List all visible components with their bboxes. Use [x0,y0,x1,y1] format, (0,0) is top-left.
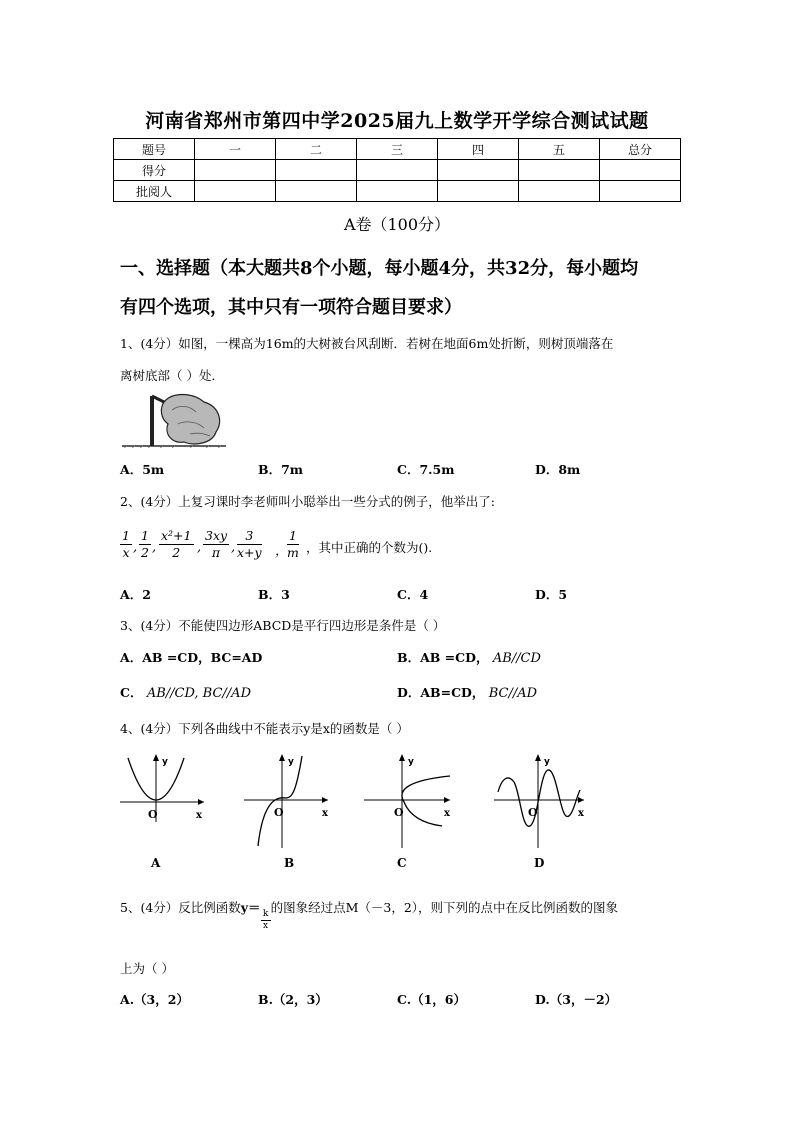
table-cell [438,160,519,181]
q3-option-d [397,683,537,701]
q3-option-a: A．AB =CD，BC=AD [120,650,263,665]
graph-y-label: y [408,757,414,767]
q2-fraction [139,528,151,561]
q1-option-c: C．7.5m [397,462,455,477]
fraction-numerator: x²+1 [161,528,192,543]
broken-tree-figure [120,390,230,450]
q2-option-c: C．4 [397,587,429,602]
table-cell [519,181,600,202]
q5-option-d: D.（3，－2） [535,992,618,1007]
graph-y-label: y [544,757,550,767]
q2-text-tail: ，其中正确的个数为(). [306,540,433,555]
q2-fraction [287,528,299,561]
graph-origin-label: O [394,806,404,819]
q5-fraction [261,909,271,932]
table-cell: 一 [195,139,276,160]
q1-text-line1: 1、(4分）如图，一棵高为16m的大树被台风刮断．若树在地面6m处折断，则树顶端落在 [120,336,614,351]
q3-option-b [397,648,541,666]
graph-x-label: x [196,810,202,821]
q2-fraction [237,528,262,561]
q1-option-a: A．5m [120,462,165,477]
fraction-denominator: x+y [237,545,262,560]
q2-fraction [120,528,132,561]
fraction-denominator: m [287,545,299,560]
q3-text-line1: 3、(4分）不能使四边形ABCD是平行四边形是条件是（ ） [120,618,446,633]
score-table-header-row [114,139,681,160]
table-cell [600,181,681,202]
graph-c-sideways-parabola [362,752,458,852]
graph-x-label: x [322,808,328,819]
q5-text-line2: 上为（ ） [120,961,174,976]
q3-option-b-label: B．AB =CD， [397,650,489,665]
q2-fraction [159,528,194,561]
table-row [114,181,681,202]
fraction-denominator: x [263,921,269,931]
table-cell: 批阅人 [114,181,195,202]
fraction-separator: , [152,540,157,555]
table-cell: 三 [357,139,438,160]
fraction-separator: , [133,540,138,555]
table-cell: 得分 [114,160,195,181]
fraction-separator: , [231,540,236,555]
graph-a-label: A [151,856,161,870]
q2-option-a: A．2 [120,587,151,602]
graph-x-label: x [578,808,584,819]
table-cell: 五 [519,139,600,160]
page-title: 河南省郑州市第四中学2025届九上数学开学综合测试试题 [145,110,649,132]
q3-option-c-label: C． [120,685,143,700]
graph-a-parabola [118,752,210,824]
q2-option-d: D．5 [535,587,568,602]
fraction-numerator: k [261,909,271,921]
fraction-denominator: π [211,545,221,560]
fraction-separator: ， [275,544,289,559]
graph-y-label: y [162,757,168,767]
q5-text-pre: 5、(4分）反比例函数 [120,900,241,915]
table-cell [195,160,276,181]
section-a-title: A卷（100分） [343,215,451,234]
fraction-numerator: 1 [122,528,130,543]
q5-text-line1 [120,898,618,932]
q3-option-b-math: AB//CD [492,651,541,666]
graph-origin-label: O [274,806,284,819]
q5-option-c: C.（1，6） [397,992,466,1007]
q3-option-d-math: BC//AD [488,686,538,701]
q1-option-d: D．8m [535,462,581,477]
q2-option-b: B．3 [258,587,290,602]
fraction-numerator: 1 [141,528,149,543]
q2-text-line1: 2、(4分）上复习课时李老师叫小聪举出一些分式的例子，他举出了: [120,494,495,509]
table-cell [276,181,357,202]
q5-option-a: A.（3，2） [120,992,189,1007]
graph-y-label: y [288,757,294,767]
table-cell: 题号 [114,139,195,160]
fraction-numerator: 3 [237,528,262,545]
q1-option-b: B．7m [258,462,303,477]
table-cell: 总分 [600,139,681,160]
q5-text-post: 的图象经过点M（－3，2），则下列的点中在反比例函数的图象 [270,900,619,915]
table-cell [438,181,519,202]
fraction-numerator: 3xy [205,528,228,543]
fraction-numerator: 1 [289,528,297,543]
q3-option-c-math: AB//CD, BC//AD [146,686,251,701]
q1-text-line2: 离树底部（ ）处． [120,368,224,383]
table-cell [195,181,276,202]
table-cell: 二 [276,139,357,160]
q5-option-b: B.（2，3） [258,992,328,1007]
fraction-denominator: 2 [141,545,149,560]
graph-b-label: B [284,856,295,870]
q3-option-d-label: D．AB=CD， [397,685,485,700]
table-cell: 四 [438,139,519,160]
part1-heading-line2: 有四个选项，其中只有一项符合题目要求） [120,297,462,318]
q3-option-c [120,683,251,701]
table-cell [519,160,600,181]
q5-equation: y＝ [240,900,261,915]
table-cell [600,160,681,181]
part1-heading-line1: 一、选择题（本大题共8个小题，每小题4分，共32分，每小题均 [120,258,639,279]
graph-b-cubic [242,752,334,852]
fraction-denominator: 2 [172,545,181,560]
table-cell [357,181,438,202]
table-cell [276,160,357,181]
graph-origin-label: O [148,808,158,821]
q4-text-line1: 4、(4分）下列各曲线中不能表示y是x的函数是（ ） [120,721,409,736]
table-cell [357,160,438,181]
table-row [114,160,681,181]
q2-fraction [203,528,229,561]
graph-d-wave [492,752,592,852]
graph-origin-label: O [528,806,538,819]
fraction-denominator: x [122,545,130,560]
score-table [113,138,681,202]
graph-d-label: D [534,856,545,870]
graph-x-label: x [444,808,450,819]
graph-c-label: C [397,856,407,870]
fraction-separator: , [197,540,202,555]
